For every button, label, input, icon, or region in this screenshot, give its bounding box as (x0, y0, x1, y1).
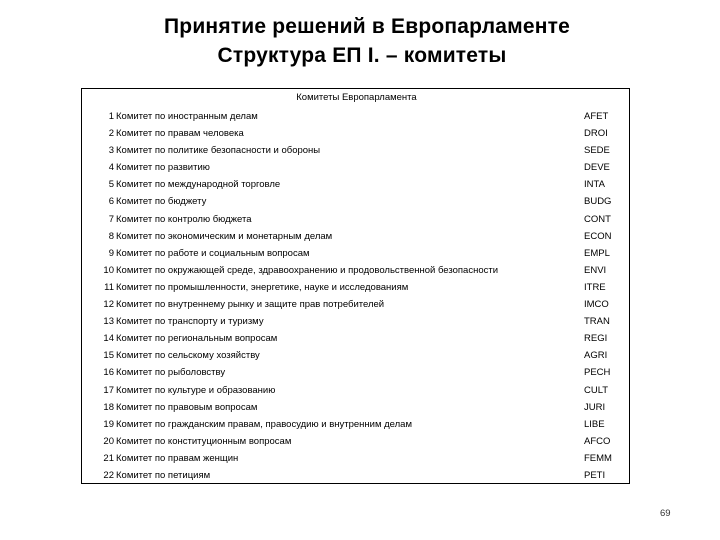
table-row (82, 279, 629, 296)
table-row (82, 228, 629, 245)
committee-code: INTA (584, 179, 605, 191)
committee-name: Комитет по международной торговле (116, 179, 281, 191)
table-row (82, 364, 629, 381)
row-number: 15 (103, 350, 114, 362)
committee-code: IMCO (584, 299, 609, 311)
table-row (82, 125, 629, 142)
table-row (82, 211, 629, 228)
table-rows (82, 108, 629, 484)
table-row (82, 416, 629, 433)
table-row (82, 296, 629, 313)
committee-code: ENVI (584, 264, 607, 276)
row-number: 18 (103, 401, 114, 413)
row-number: 7 (108, 213, 114, 225)
row-number: 20 (103, 435, 114, 447)
row-number: 9 (108, 247, 114, 259)
table-row (82, 159, 629, 176)
row-number: 16 (103, 367, 114, 379)
committee-name: Комитет по работе и социальным вопросам (116, 247, 310, 259)
table-row (82, 433, 629, 450)
committee-table (81, 88, 630, 484)
committee-code: EMPL (584, 247, 610, 259)
committee-name: Комитет по правам женщин (116, 452, 239, 464)
row-number: 19 (103, 418, 114, 430)
committee-code: DROI (584, 128, 608, 140)
committee-code: AGRI (584, 350, 608, 362)
row-number: 1 (108, 111, 114, 122)
committee-name: Комитет по правам человека (116, 128, 244, 140)
table-row (82, 450, 629, 467)
committee-name: Комитет по внутреннему рынку и защите прав потребителей (116, 299, 385, 311)
page-number: 69 (660, 508, 671, 519)
table-row (82, 330, 629, 347)
table-row (82, 313, 629, 330)
committee-code: FEMM (584, 452, 612, 464)
row-number: 8 (108, 230, 114, 242)
committee-code: PECH (584, 367, 611, 379)
committee-code: AFCO (584, 435, 611, 447)
committee-name: Комитет по экономическим и монетарным делам (116, 230, 333, 242)
committee-name: Комитет по промышленности, энергетике, науке и исследованиям (116, 281, 409, 293)
row-number: 21 (103, 452, 114, 464)
row-number: 11 (104, 281, 114, 293)
row-number: 12 (103, 299, 114, 311)
committee-code: AFET (584, 111, 609, 122)
committee-code: DEVE (584, 162, 610, 174)
row-number: 22 (103, 469, 114, 481)
committee-name: Комитет по рыболовству (116, 367, 226, 379)
committee-name: Комитет по бюджету (116, 196, 207, 208)
row-number: 2 (108, 128, 114, 140)
table-row (82, 262, 629, 279)
row-number: 4 (108, 162, 114, 174)
committee-code: CULT (584, 384, 609, 396)
row-number: 3 (108, 145, 114, 157)
committee-code: TRAN (584, 316, 610, 328)
table-row (82, 193, 629, 210)
row-number: 14 (103, 333, 114, 345)
committee-name: Комитет по гражданским правам, правосудию и внутренним делам (116, 418, 412, 430)
committee-name: Комитет по окружающей среде, здравоохранению и продовольственной безопасности (116, 264, 499, 276)
committee-code: PETI (584, 469, 606, 481)
table-row (82, 245, 629, 262)
committee-code: BUDG (584, 196, 612, 208)
row-number: 5 (108, 179, 114, 191)
committee-code: SEDE (584, 145, 610, 157)
committee-name: Комитет по культуре и образованию (116, 384, 276, 396)
committee-name: Комитет по политике безопасности и обороны (116, 145, 321, 157)
committee-code: ITRE (584, 281, 606, 293)
table-row (82, 382, 629, 399)
row-number: 13 (103, 316, 114, 328)
committee-name: Комитет по петициям (116, 469, 211, 481)
committee-name: Комитет по региональным вопросам (116, 333, 278, 345)
table-row (82, 108, 629, 125)
committee-name: Комитет по правовым вопросам (116, 401, 258, 413)
table-caption: Комитеты Европарламента (296, 92, 417, 103)
row-number: 17 (103, 384, 114, 396)
committee-code: JURI (584, 401, 606, 413)
table-row (82, 142, 629, 159)
committee-name: Комитет по контролю бюджета (116, 213, 252, 225)
row-number: 6 (108, 196, 114, 208)
title-line-1: Принятие решений в Европарламенте (164, 15, 570, 38)
committee-code: REGI (584, 333, 608, 345)
committee-name: Комитет по конституционным вопросам (116, 435, 292, 447)
committee-name: Комитет по развитию (116, 162, 210, 174)
table-row (82, 347, 629, 364)
committee-name: Комитет по сельскому хозяйству (116, 350, 260, 362)
table-row (82, 467, 629, 484)
committee-code: LIBE (584, 418, 605, 430)
committee-name: Комитет по транспорту и туризму (116, 316, 264, 328)
committee-code: ECON (584, 230, 612, 242)
row-number: 10 (103, 264, 114, 276)
committee-name: Комитет по иностранным делам (116, 111, 258, 122)
title-line-2: Структура ЕП I. – комитеты (217, 44, 507, 67)
table-row (82, 399, 629, 416)
table-row (82, 176, 629, 193)
slide-title (0, 12, 720, 70)
committee-code: CONT (584, 213, 611, 225)
